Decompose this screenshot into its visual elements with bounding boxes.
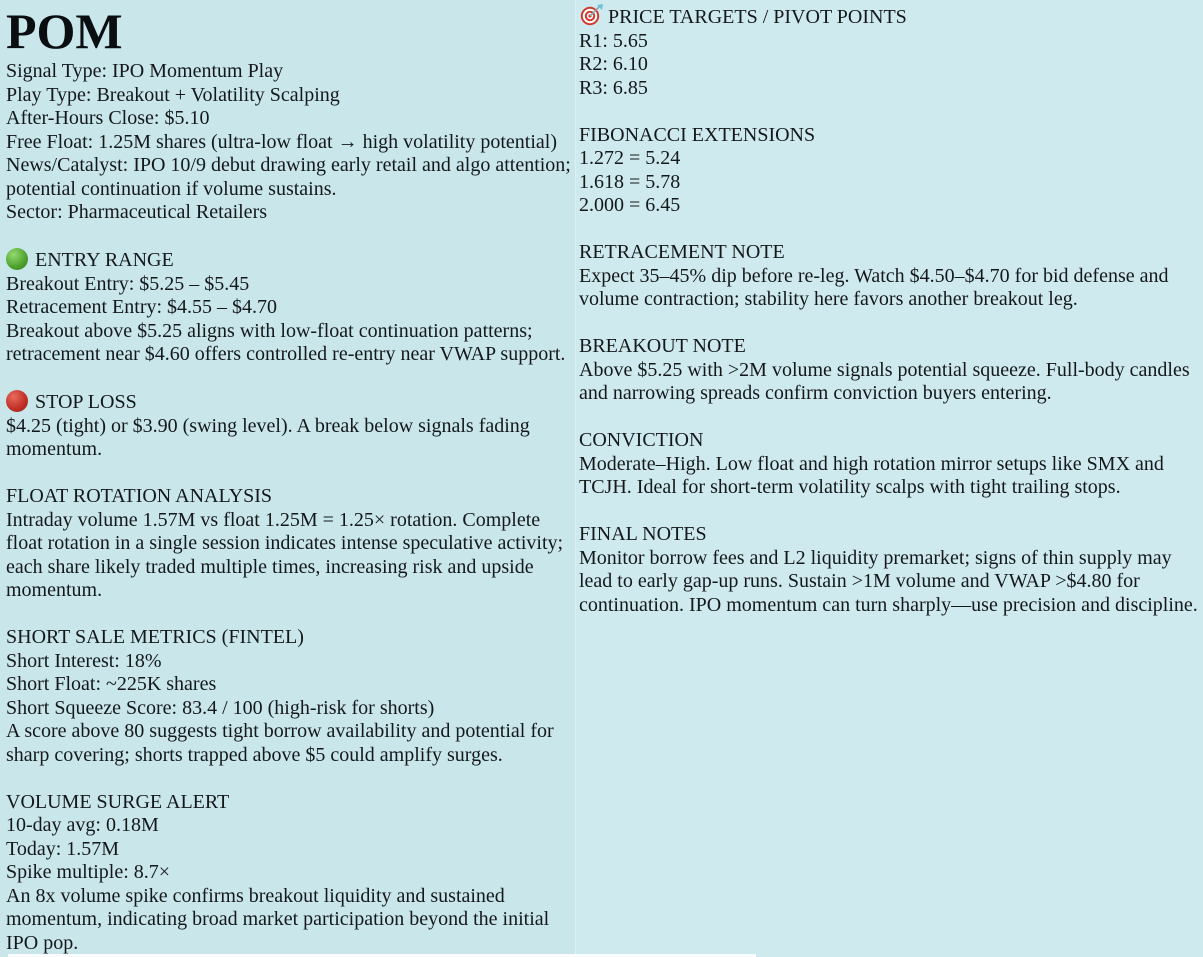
section-heading: PRICE TARGETS / PIVOT POINTS [608,6,907,28]
section-heading-line [579,523,1201,547]
text-line: Moderate–High. Low float and high rotation mirror setups like SMX and [579,452,1164,475]
text-line: Play Type: Breakout + Volatility Scalping [6,83,340,106]
section-fibonacci-extensions [579,124,1201,218]
text-line: Retracement Entry: $4.55 – $4.70 [6,296,278,318]
text-line: Intraday volume 1.57M vs float 1.25M = 1.25× rotation. Complete [6,508,541,531]
section-retracement-note [579,241,1201,312]
section-float-rotation-analysis [6,485,578,603]
text-line: R3: 6.85 [579,76,648,99]
section-heading-line [6,626,578,650]
right-column [579,0,1201,617]
text-line: Short Float: ~225K shares [6,673,217,695]
text-line: 1.272 = 5.24 [579,147,681,169]
section-heading: FIBONACCI EXTENSIONS [579,123,816,146]
text-line: volume contraction; stability here favors another breakout leg. [579,288,1078,310]
text-line: retracement near $4.60 offers controlled re-entry near VWAP support. [6,343,566,365]
text-line: R2: 6.10 [579,53,648,75]
section-heading: ENTRY RANGE [35,249,174,271]
section-conviction [579,429,1201,500]
text-line: A score above 80 suggests tight borrow availability and potential for [6,720,554,742]
text-line: 10-day avg: 0.18M [6,814,159,836]
text-line: Today: 1.57M [6,837,120,860]
section-entry-range [6,248,578,367]
section-heading-line [579,241,1201,265]
section-heading-line [6,791,578,815]
section-heading-line [579,124,1201,148]
text-line: TCJH. Ideal for short-term volatility scalps with tight trailing stops. [579,476,1121,498]
text-line: Short Squeeze Score: 83.4 / 100 (high-risk for shorts) [6,696,435,719]
green-circle-icon [6,248,28,270]
section-volume-surge-alert [6,791,578,956]
section-breakout-note [579,335,1201,406]
text-line: sharp covering; shorts trapped above $5 could amplify surges. [6,743,503,766]
section-price-targets-pivot-points [579,3,1201,100]
section-heading-line [6,485,578,509]
section-heading: SHORT SALE METRICS (FINTEL) [6,626,304,648]
text-line: lead to early gap-up runs. Sustain >1M volume and VWAP >$4.80 for [579,570,1140,592]
text-line: Spike multiple: 8.7× [6,861,171,883]
text-line: 1.618 = 5.78 [579,170,681,193]
text-line: Monitor borrow fees and L2 liquidity premarket; signs of thin supply may [579,546,1172,569]
section-heading-line [6,390,578,415]
left-column [6,0,578,955]
section-heading-line [579,429,1201,453]
section-heading: BREAKOUT NOTE [579,335,746,357]
text-line: momentum. [6,579,103,601]
section-stop-loss [6,390,578,462]
text-line: and narrowing spreads confirm conviction buyers entering. [579,382,1052,404]
text-line: IPO pop. [6,931,79,954]
text-line: float rotation in a single session indicates intense speculative activity; [6,532,564,554]
text-line: Free Float: 1.25M shares (ultra-low float → high volatility potential) [6,130,558,153]
text-line: 2.000 = 6.45 [579,194,681,216]
text-line: potential continuation if volume sustains. [6,177,337,200]
section-heading: STOP LOSS [35,391,137,413]
text-line: An 8x volume spike confirms breakout liquidity and sustained [6,884,505,907]
text-line: Expect 35–45% dip before re-leg. Watch $4.50–$4.70 for bid defense and [579,264,1169,287]
text-line: $4.25 (tight) or $3.90 (swing level). A break below signals fading [6,414,530,437]
text-line: continuation. IPO momentum can turn sharply—use precision and discipline. [579,593,1198,616]
text-line: Signal Type: IPO Momentum Play [6,60,284,82]
section-heading: CONVICTION [579,429,704,451]
text-line: each share likely traded multiple times, increasing risk and upside [6,555,534,578]
red-circle-icon [6,390,28,412]
ticker-title: POM [6,3,123,59]
text-line: News/Catalyst: IPO 10/9 debut drawing early retail and algo attention; [6,154,571,176]
text-line: Above $5.25 with >2M volume signals potential squeeze. Full-body candles [579,358,1190,381]
ticker-summary-section [6,60,578,225]
text-line: Breakout above $5.25 aligns with low-float continuation patterns; [6,319,533,342]
text-line: momentum. [6,438,103,460]
text-line: Sector: Pharmaceutical Retailers [6,201,268,223]
text-line: Short Interest: 18% [6,649,162,672]
section-heading: FLOAT ROTATION ANALYSIS [6,485,273,507]
text-line: momentum, indicating broad market participation beyond the initial [6,908,550,930]
target-icon [579,3,604,28]
section-heading-line [579,335,1201,359]
section-heading-line [579,3,1201,30]
section-heading-line [6,248,578,273]
text-line: R1: 5.65 [579,29,648,52]
section-heading: VOLUME SURGE ALERT [6,790,230,813]
section-heading: RETRACEMENT NOTE [579,241,785,263]
section-heading: FINAL NOTES [579,523,707,545]
section-short-sale-metrics-fintel [6,626,578,767]
text-line: Breakout Entry: $5.25 – $5.45 [6,272,250,295]
text-line: After-Hours Close: $5.10 [6,107,210,129]
section-final-notes [579,523,1201,617]
